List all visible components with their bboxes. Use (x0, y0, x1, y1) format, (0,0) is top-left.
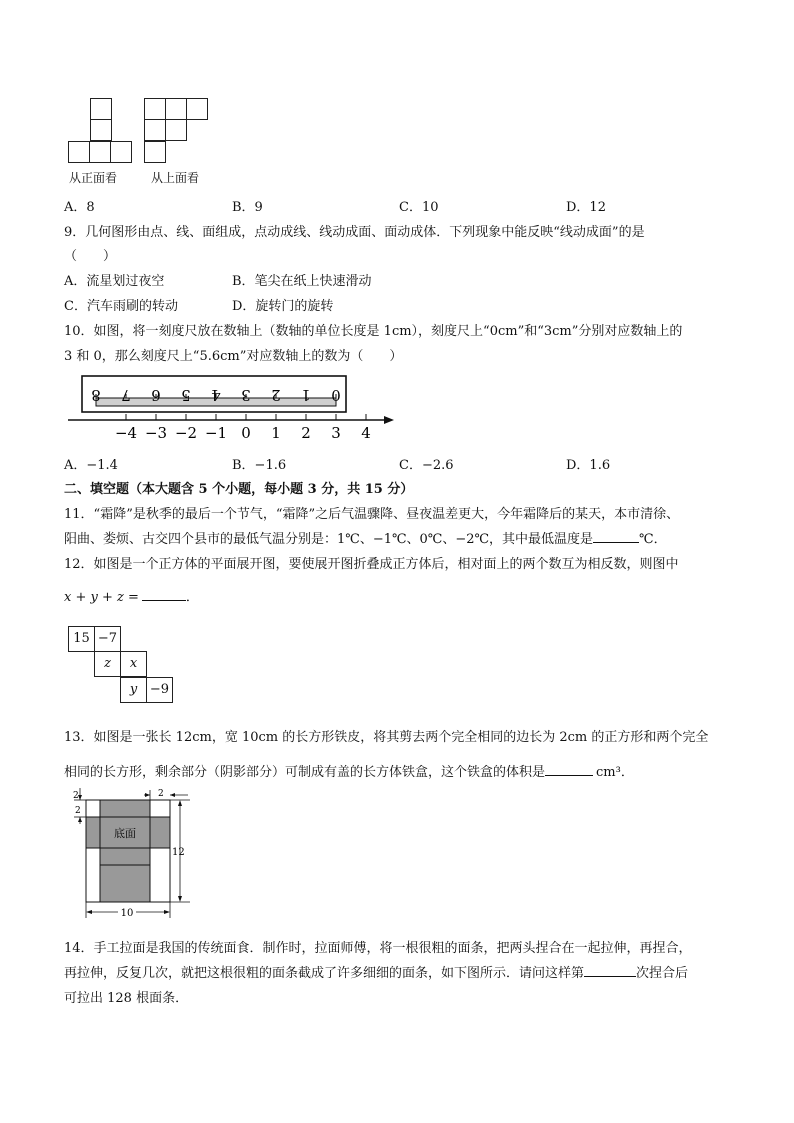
dim-label: 10 (120, 908, 134, 919)
net-cell: 15 (68, 626, 95, 652)
axis-label: 3 (331, 424, 341, 442)
q10-option-b: B．−1.6 (232, 458, 287, 473)
q9-option-a: A．流星划过夜空 (64, 274, 165, 289)
axis-label: 2 (301, 424, 311, 442)
q12-expression: x + y + z = (64, 590, 139, 605)
axis-label: −2 (174, 424, 198, 442)
axis-label: 4 (361, 424, 371, 442)
q11-stem-line1: 11．“霜降”是秋季的最后一个节气，“霜降”之后气温骤降、昼夜温差更大，今年霜降后的某天，本市清徐、 (64, 507, 680, 522)
dim-label: 2 (73, 791, 79, 801)
front-view-square (89, 141, 111, 163)
top-view-label: 从上面看 (151, 171, 200, 185)
top-view-square (186, 98, 208, 120)
q10-option-d: D．1.6 (566, 458, 611, 473)
q9-option-b: B．笔尖在纸上快速滑动 (232, 274, 372, 289)
section-2-title: 二、填空题（本大题含 5 个小题，每小题 3 分，共 15 分） (64, 482, 414, 497)
ruler-label: 8 (91, 386, 101, 404)
q8-option-c: C．10 (399, 200, 439, 215)
q14-line2-end: 次捏合后 (636, 966, 689, 981)
q9-option-d: D．旋转门的旋转 (232, 299, 334, 314)
q12-stem-line1: 12．如图是一个正方体的平面展开图，要使展开图折叠成正方体后，相对面上的两个数互为相反数，则图中 (64, 557, 679, 572)
front-view-square (68, 141, 90, 163)
net-cell: y (120, 677, 147, 703)
q10-stem-line2: 3 和 0，那么刻度尺上“5.6cm”对应数轴上的数为（ ） (64, 349, 403, 364)
q13-stem-line2 (64, 761, 634, 780)
ruler-label: 0 (331, 386, 341, 404)
ruler-label: 4 (211, 386, 221, 404)
top-view-square (165, 119, 187, 141)
q13-unit: cm³ (596, 765, 621, 780)
net-cell: x (120, 651, 147, 677)
net-cell: −7 (94, 626, 121, 652)
q14-stem-line2 (64, 962, 688, 981)
axis-label: 0 (241, 424, 251, 442)
q11-stem-line2 (64, 528, 667, 547)
q13-end: ． (620, 765, 634, 780)
q9-option-c: C．汽车雨刷的转动 (64, 299, 178, 314)
ruler-label: 3 (241, 386, 251, 404)
q13-line2-text: 相同的长方形，剩余部分（阴影部分）可制成有盖的长方体铁盒，这个铁盒的体积是 (64, 765, 546, 780)
q11-line2-text: 阳曲、娄烦、古交四个县市的最低气温分别是：1℃、−1℃、0℃、−2℃，其中最低温度是 (64, 532, 594, 547)
top-view-square (144, 141, 166, 163)
q8-option-d: D．12 (566, 200, 606, 215)
q12-expression-line (64, 586, 199, 605)
q11-line2-end: ℃． (639, 532, 667, 547)
ruler-label: 6 (151, 386, 161, 404)
q14-stem-line1: 14．手工拉面是我国的传统面食．制作时，拉面师傅，将一根很粗的面条，把两头捏合在一起拉伸，再捏合， (64, 941, 692, 956)
q9-stem-line1: 9．几何图形由点、线、面组成，点动成线、线动成面、面动成体．下列现象中能反映“线动成面”的是 (64, 225, 645, 240)
q12-expression-end: ． (185, 590, 199, 605)
top-view-square (144, 119, 166, 141)
iron-sheet-figure (70, 786, 200, 922)
q13-answer-blank[interactable] (545, 763, 593, 776)
net-cell: z (94, 651, 121, 677)
q13-stem-line1: 13．如图是一张长 12cm，宽 10cm 的长方形铁皮，将其剪去两个完全相同的边长为 2cm 的正方形和两个完全 (64, 730, 709, 745)
q11-answer-blank[interactable] (593, 530, 639, 543)
ruler-label: 2 (271, 386, 281, 404)
axis-label: −3 (144, 424, 168, 442)
q14-stem-line3: 可拉出 128 根面条． (64, 991, 189, 1006)
front-view-square (110, 141, 132, 163)
top-view-square (165, 98, 187, 120)
q14-answer-blank[interactable] (584, 964, 636, 977)
base-face-label: 底面 (114, 827, 136, 840)
net-cell: −9 (146, 677, 173, 703)
number-line-arrow (384, 416, 394, 424)
dim-label: 2 (75, 806, 81, 816)
q10-stem-line1: 10．如图，将一刻度尺放在数轴上（数轴的单位长度是 1cm），刻度尺上“0cm”和“3cm”分别对应数轴上的 (64, 324, 683, 339)
shaded-part (100, 800, 150, 902)
ruler-number-line-figure (60, 370, 400, 444)
front-view-square (90, 98, 112, 120)
axis-label: −4 (114, 424, 138, 442)
q12-answer-blank[interactable] (142, 588, 186, 601)
q8-option-b: B．9 (232, 200, 263, 215)
q10-option-a: A．−1.4 (64, 458, 118, 473)
front-view-square (90, 119, 112, 141)
q9-stem-line2: （ ） (64, 249, 117, 264)
ruler-label: 1 (301, 386, 311, 404)
dim-label: 12 (172, 847, 185, 858)
axis-label: −1 (204, 424, 228, 442)
q14-line2-text: 再拉伸，反复几次，就把这根很粗的面条截成了许多细细的面条，如下图所示．请问这样第 (64, 966, 585, 981)
ruler-label: 5 (181, 386, 191, 404)
front-view-label: 从正面看 (69, 171, 118, 185)
q8-option-a: A．8 (64, 200, 95, 215)
axis-label: 1 (271, 424, 281, 442)
dim-label: 2 (158, 789, 164, 799)
ruler-label: 7 (121, 386, 131, 404)
top-view-square (144, 98, 166, 120)
q10-option-c: C．−2.6 (399, 458, 454, 473)
